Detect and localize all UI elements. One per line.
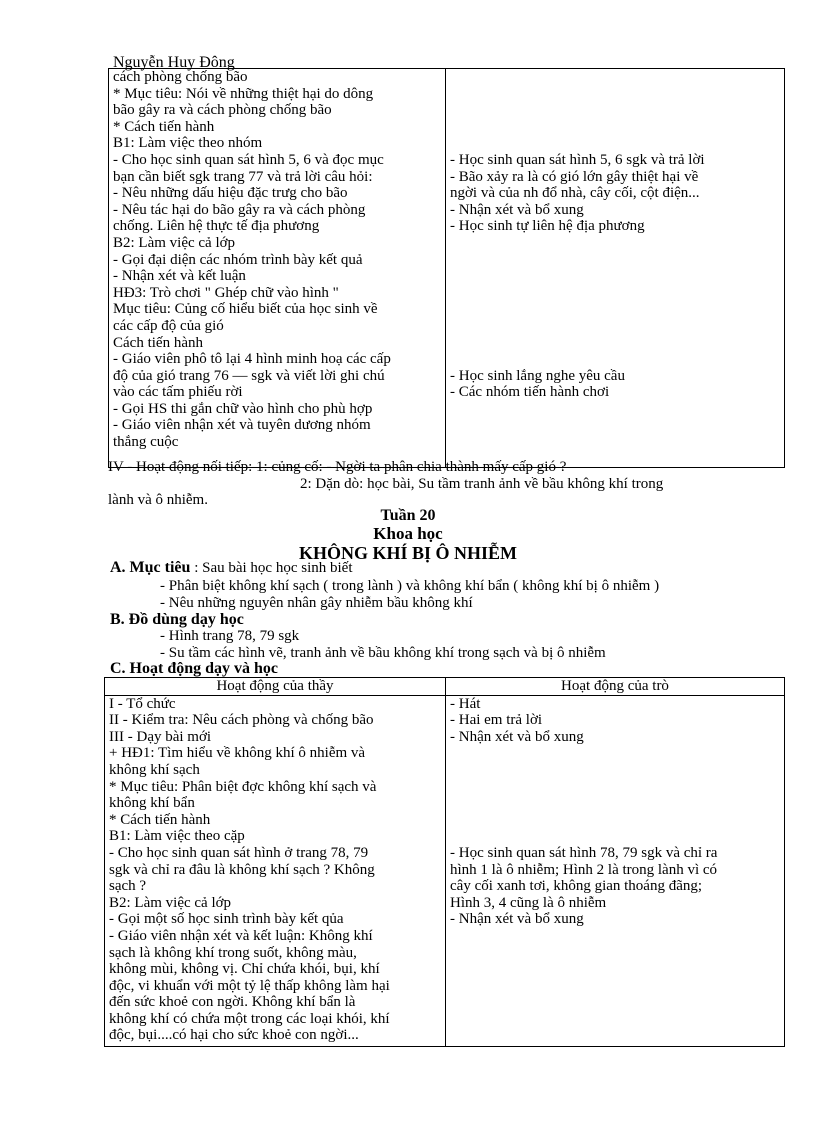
objective-item: - Phân biệt không khí sạch ( trong lành ) và không khí bẩn ( không khí bị ô nhiễm ) [160,578,660,594]
follow-up-line: lành và ô nhiễm. [108,492,208,509]
cell-line [450,69,780,86]
objective-item: - Nêu những nguyên nhân gây nhiễm bầu không khí [160,595,473,611]
cell-line: chống. Liên hệ thực tế địa phương [113,218,320,235]
cell-line [450,745,780,762]
section-materials [110,612,244,629]
cell-line: - Nhận xét và bổ xung [450,911,584,928]
cell-line: - Học sinh lắng nghe yêu cầu [450,367,625,384]
cell-line: - Gọi một số học sinh trình bày kết qủa [109,911,344,928]
cell-line: - Nhận xét và kết luận [113,268,246,285]
cell-line [450,335,780,352]
cell-line: - Hát [450,695,481,712]
cell-line: - Các nhóm tiến hành chơi [450,384,610,401]
cell-line [450,351,780,368]
cell-line [450,812,780,829]
cell-line: ngời và của nh đổ nhà, cây cối, cột điện... [450,185,700,202]
teacher-activity-cell [105,695,446,1046]
material-item: - Su tầm các hình vẽ, tranh ảnh về bầu không khí trong sạch và bị ô nhiễm [160,645,606,661]
cell-line: - Giáo viên phô tô lại 4 hình minh hoạ các cấp [113,351,391,368]
cell-line: B2: Làm việc cả lớp [109,894,232,911]
cell-line: - Nhận xét và bổ xung [450,201,584,218]
cell-line: - Hai em trả lời [450,712,543,729]
section-objectives [110,560,353,577]
cell-line: đến sức khoẻ con ngời. Không khí bẩn là [109,994,356,1011]
section-label: C. Hoạt động dạy và học [110,660,279,677]
subject-heading: Khoa học [373,524,443,543]
week-heading: Tuần 20 [380,507,436,524]
cell-line: - Nêu tác hại do bão gây ra và cách phòng [113,201,366,218]
cell-line: * Mục tiêu: Phân biệt đợc không khí sạch và [109,778,377,795]
cell-line [450,102,780,119]
cell-line: - Cho học sinh quan sát hình ở trang 78, 79 [109,844,369,861]
cell-line: vào các tấm phiếu rời [113,384,243,401]
cell-line: B2: Làm việc cả lớp [113,234,236,251]
cell-line: - Bão xảy ra là có gió lớn gây thiệt hại về [450,168,699,185]
cell-line: sgk và chỉ ra đâu là không khí sạch ? Không [109,861,375,878]
cell-line: Hình 3, 4 cũng là ô nhiễm [450,894,607,911]
cell-line: độ của gió trang 76 — sgk và viết lời ghi chú [113,367,385,384]
table-row [105,695,785,1046]
cell-line: sạch là không khí trong suốt, không màu, [109,944,357,961]
column-header-teacher: Hoạt động của thầy [105,678,446,696]
cell-line: độc, bụi....có hại cho sức khoẻ con ngời... [109,1027,359,1044]
cell-line: thắng cuộc [113,434,179,451]
cell-line: - Giáo viên nhận xét và kết luận: Không khí [109,927,373,944]
cell-line [450,252,780,269]
cell-line: độc, vi khuẩn với một tỷ lệ thấp không làm hại [109,977,390,994]
cell-line [450,762,780,779]
cell-line: không khí bẩn [109,795,195,812]
cell-line [450,417,780,434]
cell-line [450,235,780,252]
cell-line: B1: Làm việc theo cặp [109,828,245,845]
section-label: B. Đồ dùng dạy học [110,611,244,628]
student-activity-cell [446,69,785,468]
teacher-activity-cell [109,69,446,468]
cell-line: hình 1 là ô nhiễm; Hình 2 là trong lành vì có [450,861,718,878]
cell-line: Cách tiến hành [113,334,203,351]
cell-line: + HĐ1: Tìm hiểu về không khí ô nhiễm và [109,745,366,762]
section-activities [110,661,278,678]
cell-line [450,301,780,318]
lesson-title: KHÔNG KHÍ BỊ Ô NHIỄM [298,543,518,563]
cell-line: bão gây ra và cách phòng chống bão [113,102,332,119]
cell-line: - Học sinh quan sát hình 5, 6 sgk và trả lời [450,151,705,168]
cell-line [450,86,780,103]
cell-line: II - Kiểm tra: Nêu cách phòng và chống bão [109,712,374,729]
cell-line [450,401,780,418]
cell-line: - Giáo viên nhận xét và tuyên dương nhóm [113,417,371,434]
cell-line: - Gọi HS thi gắn chữ vào hình cho phù hợp [113,400,373,417]
section-text: : Sau bài học học sinh biết [190,560,353,576]
student-activity-cell [446,695,785,1046]
cell-line: B1: Làm việc theo nhóm [113,135,263,152]
material-item: - Hình trang 78, 79 sgk [160,628,300,644]
cell-line [450,828,780,845]
cell-line: HĐ3: Trò chơi " Ghép chữ vào hình " [113,284,339,301]
table-header-row [105,678,785,696]
cell-line [450,268,780,285]
cell-line [450,119,780,136]
cell-line [450,285,780,302]
cell-line: - Học sinh quan sát hình 78, 79 sgk và chỉ ra [450,844,718,861]
cell-line [450,434,780,451]
author-name: Nguyễn Huy Đông [113,54,235,71]
lesson-table-2 [104,677,785,1047]
cell-line: * Cách tiến hành [113,118,215,135]
cell-line: * Mục tiêu: Nói về những thiệt hại do dông [113,85,374,102]
cell-line: bạn cần biết sgk trang 77 và trả lời câu hỏi: [113,168,373,185]
cell-line: - Gọi đại diện các nhóm trình bày kết quả [113,251,363,268]
cell-line [450,318,780,335]
column-header-student: Hoạt động của trò [446,678,785,696]
cell-line [450,795,780,812]
cell-line [450,135,780,152]
cell-line: không mùi, không vị. Chỉ chứa khói, bụi, khí [109,961,380,978]
cell-line: cách phòng chống bão [113,69,248,85]
cell-line: - Nhận xét và bổ xung [450,728,584,745]
cell-line: III - Dạy bài mới [109,728,212,745]
cell-line: không khí sạch [109,761,200,778]
cell-line: Mục tiêu: Củng cố hiểu biết của học sinh về [113,301,378,318]
cell-line: - Nêu những dấu hiệu đặc trưg cho bão [113,185,348,202]
follow-up-activity [108,459,663,509]
cell-line [450,779,780,796]
cell-line: cây cối xanh tơi, không gian thoáng đãng; [450,878,703,895]
cell-line: các cấp độ của gió [113,317,224,334]
lesson-table-1 [108,68,785,468]
follow-up-line: IV - Hoạt động nối tiếp: 1: củng cố: - Ngời ta phân chia thành mấy cấp gió ? [108,459,567,475]
follow-up-line: 2: Dặn dò: học bài, Su tầm tranh ảnh về bầu không khí trong [300,475,664,492]
cell-line: I - Tổ chức [109,695,176,712]
cell-line: - Học sinh tự liên hệ địa phương [450,218,645,235]
section-label: A. Mục tiêu [110,559,191,576]
cell-line: sạch ? [109,878,147,895]
table-row [109,69,785,468]
cell-line: - Cho học sinh quan sát hình 5, 6 và đọc mục [113,151,384,168]
cell-line: * Cách tiến hành [109,811,211,828]
cell-line: không khí có chứa một trong các loại khói, khí [109,1010,390,1027]
